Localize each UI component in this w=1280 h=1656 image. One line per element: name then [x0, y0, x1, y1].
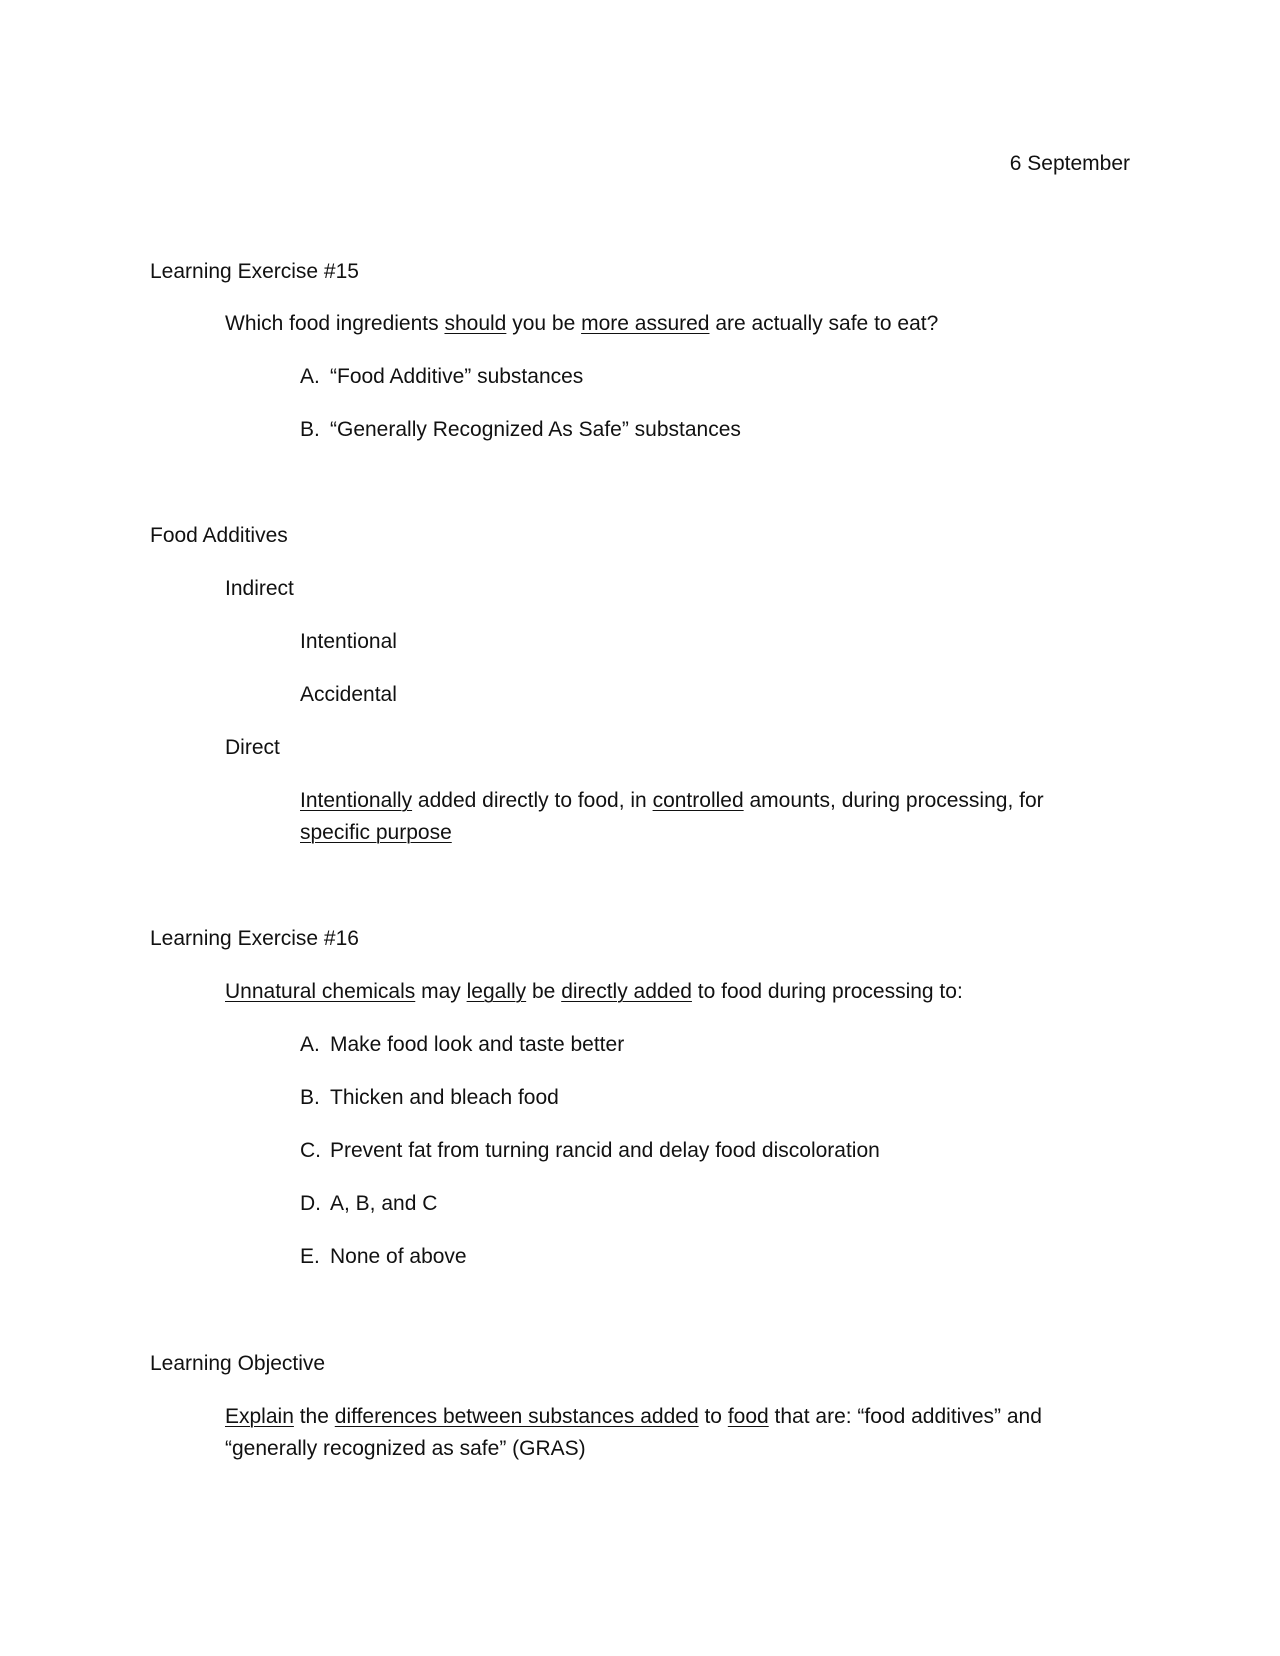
exercise-16-question: Unnatural chemicals may legally be directly added to food during processing to:: [225, 980, 963, 1003]
indirect-accidental: Accidental: [300, 683, 397, 706]
food-additives-heading: Food Additives: [150, 524, 288, 547]
exercise-15-option-a: A. “Food Additive” substances: [300, 365, 584, 388]
exercise-16-heading: Learning Exercise #16: [150, 927, 359, 950]
date: 6 September: [1009, 152, 1130, 175]
learning-objective-text-cont: “generally recognized as safe” (GRAS): [225, 1437, 586, 1460]
exercise-16-option-e: E. None of above: [300, 1245, 467, 1268]
direct-label: Direct: [225, 736, 280, 759]
direct-description: Intentionally added directly to food, in controlled amounts, during processing, for: [300, 789, 1044, 812]
exercise-16-option-d: D. A, B, and C: [300, 1192, 438, 1215]
exercise-16-option-c: C. Prevent fat from turning rancid and delay food discoloration: [300, 1139, 880, 1162]
exercise-16-option-a: A. Make food look and taste better: [300, 1033, 625, 1056]
learning-objective-heading: Learning Objective: [150, 1352, 326, 1375]
exercise-15-question: Which food ingredients should you be more assured are actually safe to eat?: [225, 312, 939, 335]
exercise-16-option-b: B. Thicken and bleach food: [300, 1086, 559, 1109]
learning-objective-text: Explain the differences between substances added to food that are: “food additives” and: [225, 1405, 1042, 1428]
exercise-15-heading: Learning Exercise #15: [150, 260, 359, 283]
direct-description-cont: specific purpose: [300, 821, 452, 844]
indirect-intentional: Intentional: [300, 630, 397, 653]
indirect-label: Indirect: [225, 577, 294, 600]
exercise-15-option-b: B. “Generally Recognized As Safe” substances: [300, 418, 741, 441]
